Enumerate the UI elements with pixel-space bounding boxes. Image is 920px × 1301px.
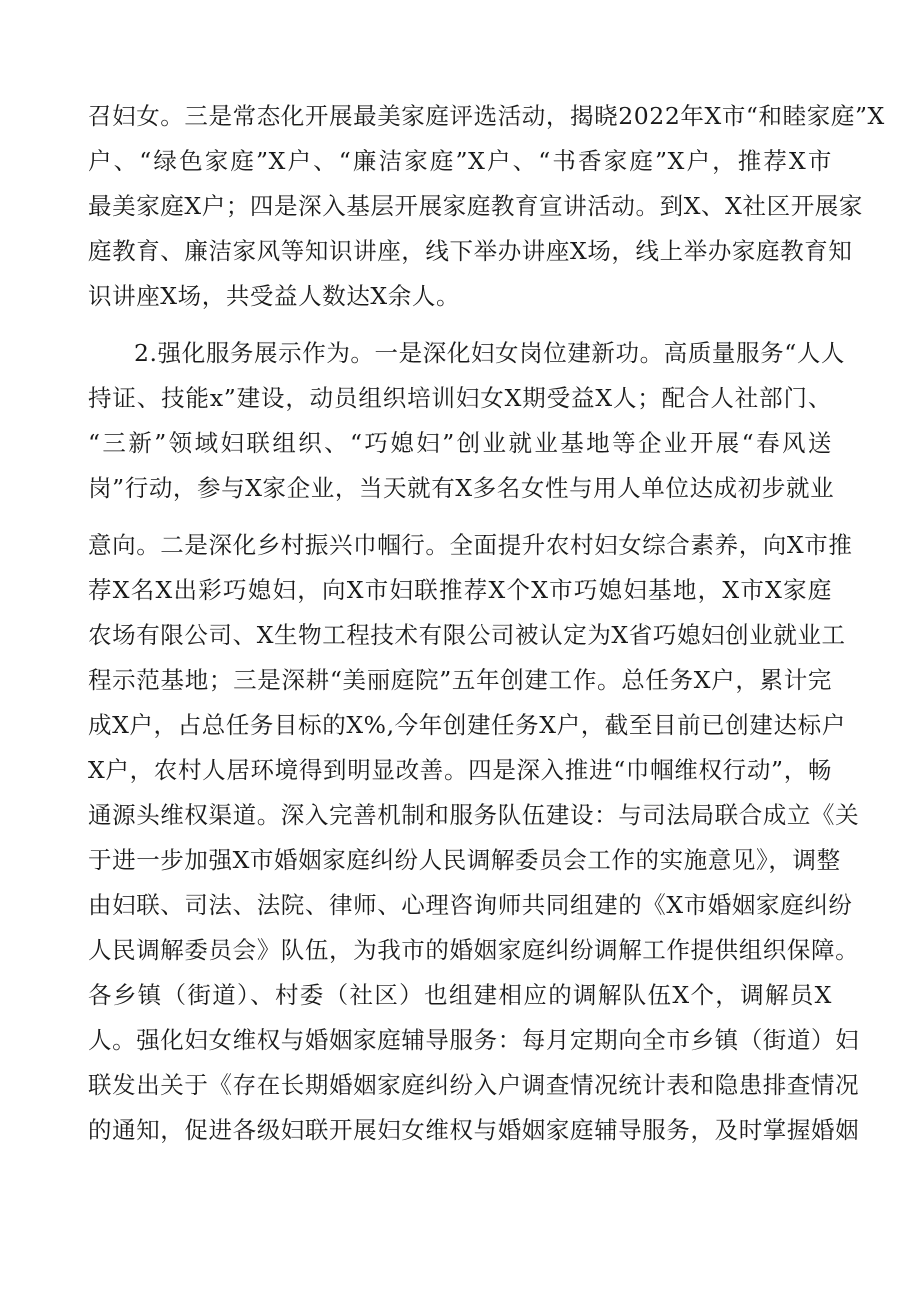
paragraph-line-15: X户，农村人居环境得到明显改善。四是深入推进“巾帼维权行动”，畅 [88, 756, 832, 784]
paragraph-line-19: 人民调解委员会》队伍，为我市的婚姻家庭纠纷调解工作提供组织保障。 [88, 936, 860, 964]
paragraph-line-22: 联发出关于《存在长期婚姻家庭纠纷入户调查情况统计表和隐患排查情况 [88, 1071, 860, 1099]
paragraph-line-5: 识讲座X场，共受益人数达X余人。 [88, 282, 461, 310]
paragraph-line-23: 的通知，促进各级妇联开展妇女维权与婚姻家庭辅导服务，及时掌握婚姻 [88, 1116, 860, 1144]
paragraph-line-8: “三新”领域妇联组织、“巧媳妇”创业就业基地等企业开展“春风送 [88, 429, 832, 457]
paragraph-line-7: 持证、技能x”建设，动员组织培训妇女X期受益X人；配合人社部门、 [88, 384, 832, 412]
paragraph-line-14: 成X户，占总任务目标的X%,今年创建任务X户，截至目前已创建达标户 [88, 711, 846, 739]
paragraph-line-9: 岗”行动，参与X家企业，当天就有X多名女性与用人单位达成初步就业 [88, 474, 835, 502]
paragraph-line-13: 程示范基地；三是深耕“美丽庭院”五年创建工作。总任务X户，累计完 [88, 666, 832, 694]
paragraph-line-1: 召妇女。三是常态化开展最美家庭评选活动，揭晓2022年X市“和睦家庭”X [88, 102, 885, 130]
section-heading-line: 2.强化服务展示作为。一是深化妇女岗位建新功。高质量服务“人人 [134, 339, 846, 367]
paragraph-line-3: 最美家庭X户；四是深入基层开展家庭教育宣讲活动。到X、X社区开展家 [88, 192, 863, 220]
paragraph-line-17: 于进一步加强X市婚姻家庭纠纷人民调解委员会工作的实施意见》，调整 [88, 846, 841, 874]
paragraph-line-11: 荐X名X出彩巧媳妇，向X市妇联推荐X个X市巧媳妇基地，X市X家庭 [88, 576, 832, 604]
paragraph-line-12: 农场有限公司、X生物工程技术有限公司被认定为X省巧媳妇创业就业工 [88, 621, 846, 649]
paragraph-line-21: 人。强化妇女维权与婚姻家庭辅导服务：每月定期向全市乡镇（街道）妇 [88, 1026, 860, 1054]
paragraph-line-2: 户、“绿色家庭”X户、“廉洁家庭”X户、“书香家庭”X户，推荐X市 [88, 147, 832, 175]
paragraph-line-20: 各乡镇（街道）、村委（社区）也组建相应的调解队伍X个，调解员X [88, 981, 832, 1009]
paragraph-line-10: 意向。二是深化乡村振兴巾帼行。全面提升农村妇女综合素养，向X市推 [88, 531, 853, 559]
paragraph-line-4: 庭教育、廉洁家风等知识讲座，线下举办讲座X场，线上举办家庭教育知 [88, 237, 853, 265]
paragraph-line-16: 通源头维权渠道。深入完善机制和服务队伍建设：与司法局联合成立《关 [88, 801, 860, 829]
paragraph-line-18: 由妇联、司法、法院、律师、心理咨询师共同组建的《X市婚姻家庭纠纷 [88, 891, 853, 919]
